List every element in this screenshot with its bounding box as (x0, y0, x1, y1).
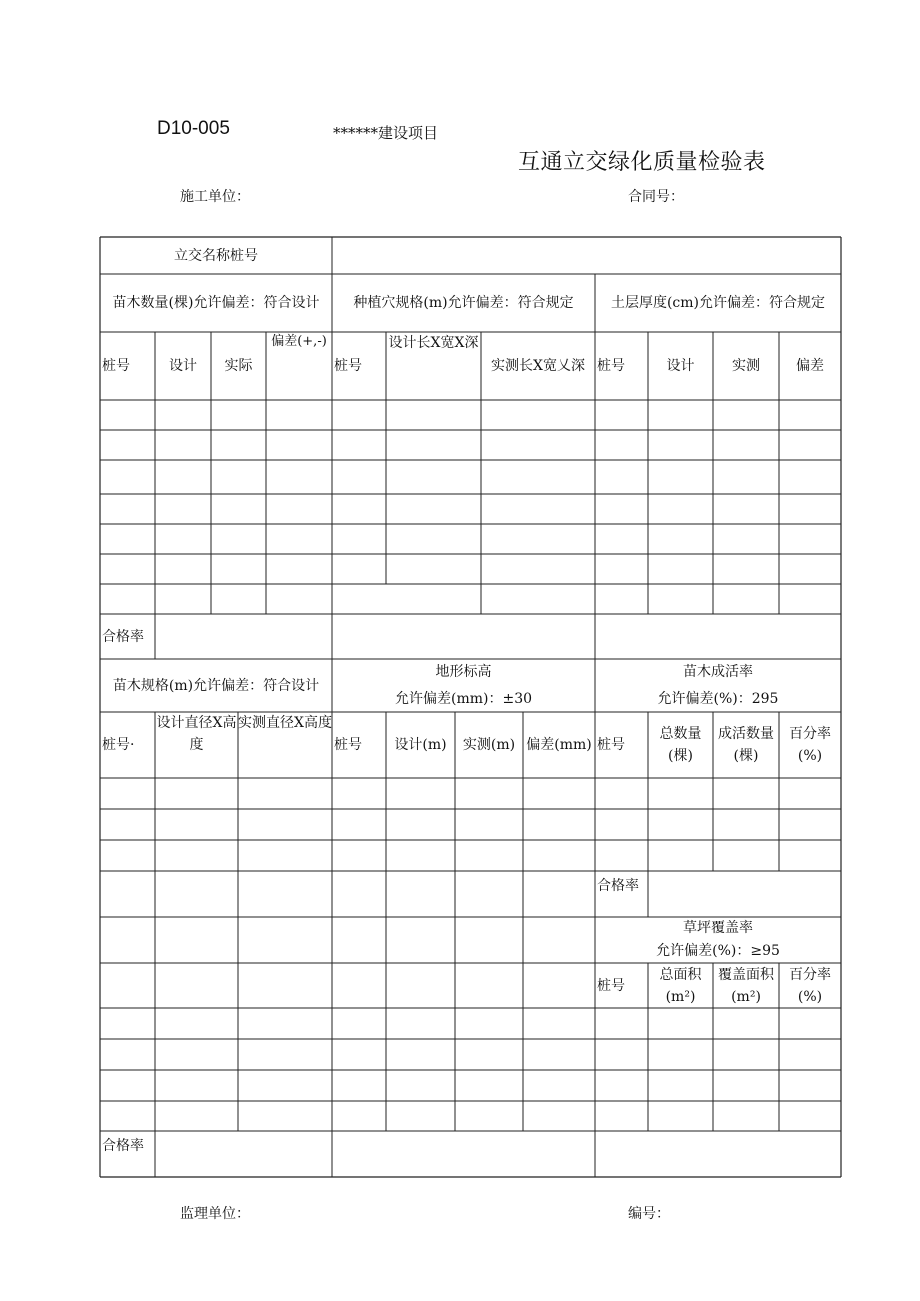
pass-rate-1: 合格率 (102, 628, 144, 645)
construction-unit-label: 施工单位： (180, 189, 250, 205)
col-design-lwd: 设计长X宽X深 (388, 335, 479, 351)
col-lawn-cover-area: 覆盖面积(m²) (718, 966, 774, 1005)
col-percent: 百分率(%) (789, 726, 831, 764)
col-terrain-measured: 实测(m) (462, 737, 516, 753)
col-surv-stake: 桩号 (597, 737, 625, 753)
col-soil-stake: 桩号 (597, 358, 625, 374)
col-lawn-stake: 桩号 (597, 977, 625, 994)
number-label: 编号： (628, 1206, 670, 1222)
col-design: 设计 (169, 358, 197, 374)
page-title: 互通立交绿化质量检验表 (518, 150, 766, 175)
col-deviation: 偏差(+,-) (271, 334, 327, 349)
project-name: ******建设项目 (333, 124, 439, 142)
col-terrain-stake: 桩号 (334, 737, 362, 753)
col-stake: 桩号 (102, 358, 130, 374)
seedling-count-heading: 苗木数量(棵)允许偏差：符合设计 (112, 295, 320, 311)
interchange-name-label: 立交名称桩号 (174, 247, 258, 264)
lawn-heading: 草坪覆盖率 (683, 920, 753, 936)
survival-tolerance: 允许偏差(%)：295 (657, 690, 779, 707)
col-lawn-total-area: 总面积(m²) (659, 966, 702, 1005)
col-terrain-deviation: 偏差(mm) (526, 737, 592, 753)
terrain-heading: 地形标高 (435, 664, 492, 680)
col-soil-deviation: 偏差 (796, 358, 824, 374)
col-stake-2: 桩号· (102, 737, 135, 753)
seedling-spec-heading: 苗木规格(m)允许偏差：符合设计 (112, 677, 320, 694)
col-lawn-percent: 百分率(%) (789, 966, 831, 1005)
col-design-dia: 设计直径X高度 (156, 715, 237, 753)
soil-thickness-heading: 土层厚度(cm)允许偏差：符合规定 (610, 295, 826, 311)
survival-pass-rate: 合格率 (597, 878, 639, 894)
form-code: D10-005 (157, 118, 230, 139)
contract-no-label: 合同号： (628, 189, 684, 205)
terrain-tolerance: 允许偏差(mm)：±30 (394, 690, 533, 707)
col-pit-stake: 桩号 (334, 358, 362, 374)
col-measured-lwd: 实测长X宽乂深 (491, 358, 585, 374)
planting-pit-heading: 种植穴规格(m)允许偏差：符合规定 (353, 295, 574, 311)
col-soil-design: 设计 (666, 358, 695, 374)
col-survived: 成活数量(棵) (718, 726, 774, 764)
col-terrain-design: 设计(m) (394, 737, 447, 753)
survival-heading: 苗木成活率 (683, 664, 753, 680)
col-soil-measured: 实测 (732, 358, 760, 374)
supervision-unit-label: 监理单位： (180, 1206, 250, 1222)
col-measured-dia: 实测直径X高度 (238, 715, 332, 731)
col-total: 总数量(棵) (659, 726, 702, 764)
lawn-tolerance: 允许偏差(%)：≥95 (656, 943, 780, 959)
pass-rate-2: 合格率 (102, 1138, 144, 1154)
col-actual: 实际 (224, 358, 253, 374)
